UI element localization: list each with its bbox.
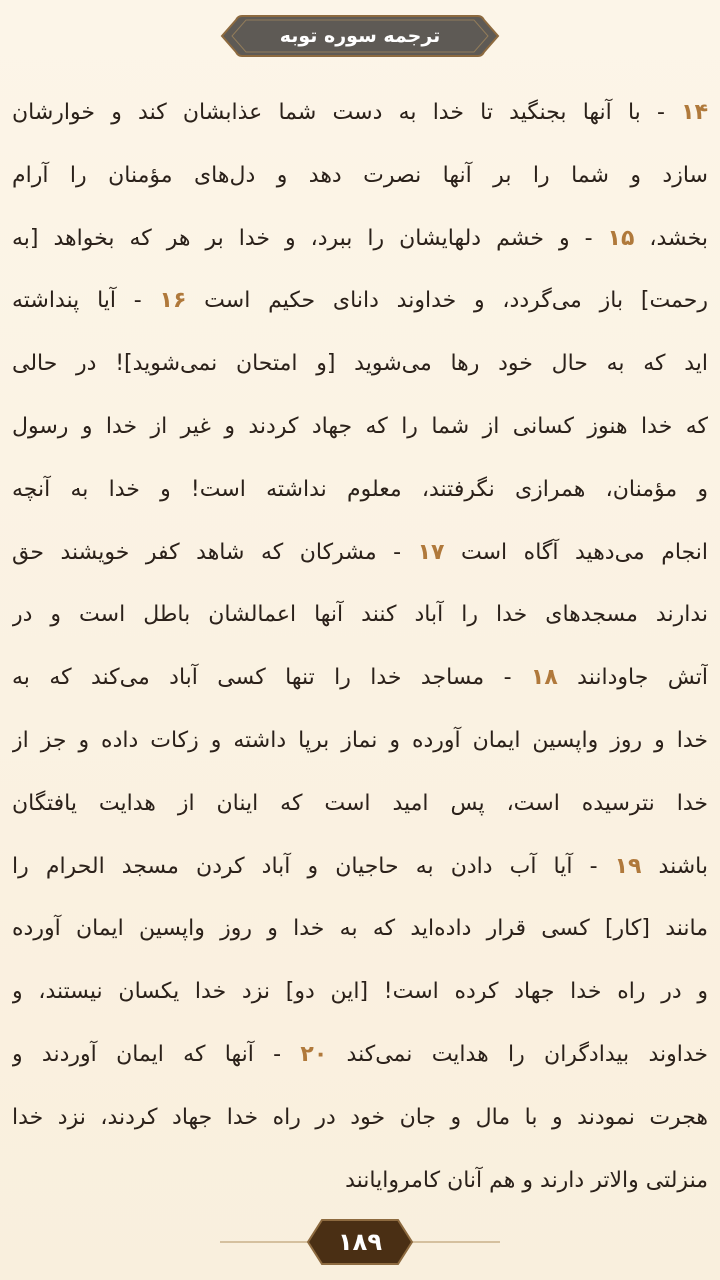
text-line <box>12 270 708 333</box>
verse-text: انجام می‌دهید آگاه است <box>444 539 708 565</box>
verse-text: ندارند مسجدهای خدا را آباد کنند آنها اعمالشان باطل است و در <box>12 602 708 628</box>
text-line <box>12 1024 708 1087</box>
verse-text: بخشد، <box>634 225 708 251</box>
text-line <box>12 710 708 773</box>
verse-text: هجرت نمودند و با مال و جان خود در راه خدا جهاد کردند، نزد خدا <box>12 1104 708 1130</box>
verse-text: - آیا پنداشته <box>12 288 160 314</box>
verse-text: - آنها که ایمان آوردند و <box>12 1041 301 1067</box>
verse-number: ۱۷ <box>417 539 445 565</box>
text-line <box>12 145 708 208</box>
text-line <box>12 333 708 396</box>
verse-text: باشند <box>641 853 708 879</box>
header <box>0 0 720 70</box>
verse-text: منزلتی والاتر دارند و هم آنان کامروایانند <box>345 1167 708 1193</box>
page-number: ۱۸۹ <box>338 1228 382 1256</box>
text-line <box>12 773 708 836</box>
verse-number: ۱۴ <box>681 100 708 125</box>
verse-text: - مشرکان که شاهد کفر خویشند حق <box>12 539 418 565</box>
text-line <box>12 836 708 899</box>
verse-number: ۱۶ <box>159 288 187 314</box>
title-banner <box>220 14 500 58</box>
verse-text: خداوند بیدادگران را هدایت نمی‌کند <box>327 1041 708 1067</box>
footer <box>0 1212 720 1272</box>
verse-text: که خدا هنوز کسانی از شما را که جهاد کردند و غیر از خدا و رسول <box>12 413 708 439</box>
text-line <box>12 1150 708 1202</box>
text-line <box>12 584 708 647</box>
page-title: ترجمه سوره توبه <box>279 25 441 47</box>
verse-text: - و خشم دلهایشان را ببرد، و خدا بر هر که بخواهد [به <box>12 225 608 251</box>
verse-text: - با آنها بجنگید تا خدا به دست شما عذابشان کند و خوارشان <box>12 100 682 125</box>
verse-number: ۱۹ <box>614 853 642 879</box>
verse-text: خدا و روز واپسین ایمان آورده و نماز برپا داشته و زکات داده و جز از <box>12 727 708 753</box>
verse-number: ۱۸ <box>530 665 558 691</box>
verse-text: خدا نترسیده است، پس امید است که اینان از هدایت یافتگان <box>12 790 708 816</box>
text-line <box>12 82 708 145</box>
text-line <box>12 898 708 961</box>
text-line <box>12 396 708 459</box>
text-line <box>12 1087 708 1150</box>
text-line <box>12 459 708 522</box>
verse-text: سازد و شما را بر آنها نصرت دهد و دل‌های مؤمنان را آرام <box>12 162 708 188</box>
text-line <box>12 522 708 585</box>
verse-text: مانند [کار] کسی قرار داده‌اید که به خدا و روز واپسین ایمان آورده <box>12 916 708 942</box>
verse-text: اید که به حال خود رها می‌شوید [و امتحان نمی‌شوید]! در حالی <box>12 351 708 377</box>
translation-text <box>12 82 708 1202</box>
verse-text: - مساجد خدا را تنها کسی آباد می‌کند که به <box>12 665 531 691</box>
verse-text: رحمت] باز می‌گردد، و خداوند دانای حکیم است <box>186 288 708 314</box>
text-line <box>12 647 708 710</box>
verse-number: ۲۰ <box>300 1041 328 1067</box>
verse-text: آتش جاودانند <box>557 665 708 691</box>
verse-text: - آیا آب دادن به حاجیان و آباد کردن مسجد الحرام را <box>12 853 615 879</box>
verse-text: و در راه خدا جهاد کرده است! [این دو] نزد خدا یکسان نیستند، و <box>12 979 708 1005</box>
text-line <box>12 208 708 271</box>
text-line <box>12 961 708 1024</box>
verse-number: ۱۵ <box>607 225 635 251</box>
verse-text: و مؤمنان، همرازی نگرفتند، معلوم نداشته است! و خدا به آنچه <box>12 476 708 502</box>
